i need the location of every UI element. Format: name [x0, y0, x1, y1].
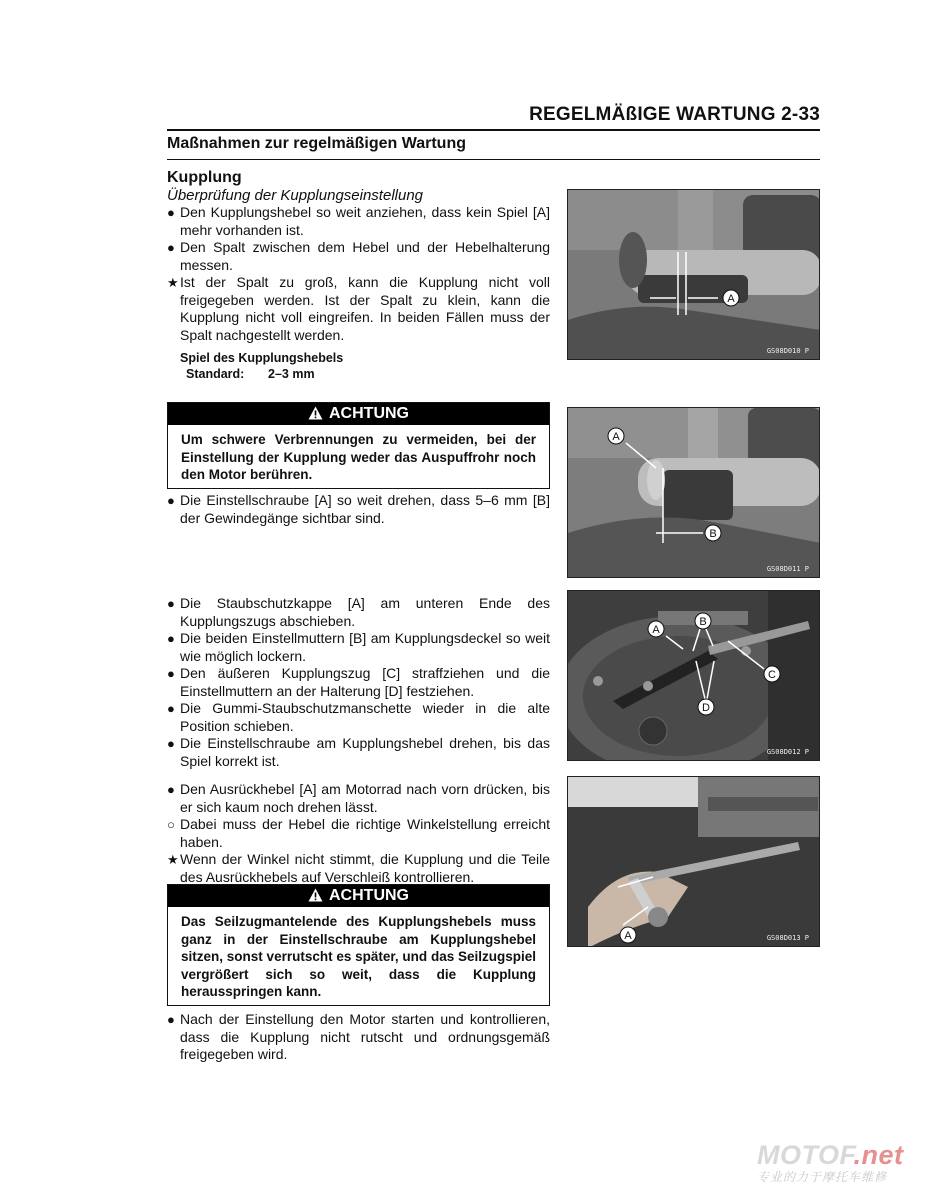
photo-clutch-lever-play [567, 189, 820, 360]
list-item: ● Den Spalt zwischen dem Hebel und der Hebelhalterung messen. [167, 239, 550, 273]
photo-cable-adjusters [567, 590, 820, 761]
photo-code: GS08D010 P [766, 347, 809, 355]
bullet-icon: ● [167, 736, 175, 751]
spec-label: Spiel des Kupplungshebels [180, 351, 344, 365]
photo-release-lever [567, 776, 820, 947]
list-item: ○ Dabei muss der Hebel die richtige Winkelstellung erreicht haben. [167, 816, 550, 850]
adjust-screw-block [167, 492, 550, 527]
star-icon: ★ [167, 275, 179, 290]
list-item: ● Den Ausrückhebel [A] am Motorrad nach vorn drücken, bis er sich kaum noch drehen lässt. [167, 781, 550, 815]
svg-text:B: B [699, 616, 707, 628]
release-lever-block [167, 781, 550, 886]
svg-text:C: C [768, 669, 776, 681]
watermark-logo: MOTOF.net 专业的力于摩托车维修 [757, 1140, 904, 1184]
list-item: ● Den Kupplungshebel so weit anziehen, dass kein Spiel [A] mehr vorhanden ist. [167, 204, 550, 238]
photo-adjusting-screw [567, 407, 820, 578]
spec-row: Standard: 2–3 mm [186, 367, 315, 381]
final-check-block [167, 1011, 550, 1064]
svg-text:D: D [702, 702, 710, 714]
section-rule [167, 159, 820, 160]
svg-text:A: A [612, 431, 620, 443]
svg-text:A: A [652, 624, 660, 636]
list-item: ● Die Gummi-Staubschutzmanschette wieder in die alte Position schieben. [167, 700, 550, 734]
bullet-icon: ● [167, 493, 175, 508]
list-item: ● Nach der Einstellung den Motor starten und kontrollieren, dass die Kupplung nicht rutscht und ordnungsgemäß freigegeben wird. [167, 1011, 550, 1062]
warning-text: Das Seilzugmantelende des Kupplungshebels muss ganz in der Einstellschraube am Kupplungshebel sitzen, sonst verrutscht es später, und das Seilzugspiel vergrößert sich so weit, dass die Kupplung herausspringen kann. [181, 914, 536, 999]
page-header-title: REGELMÄßIGE WARTUNG 2-33 [529, 104, 820, 125]
block-subheading: Überprüfung der Kupplungseinstellung [167, 187, 424, 204]
list-item: ● Den äußeren Kupplungszug [C] straffziehen und die Einstellmuttern an der Halterung [D] festziehen. [167, 665, 550, 699]
circle-bullet-icon: ○ [167, 817, 175, 832]
list-item: ★ Wenn der Winkel nicht stimmt, die Kupplung und die Teile des Ausrückhebels auf Verschleiß kontrollieren. [167, 851, 550, 885]
warning-triangle-icon [308, 406, 323, 420]
photo-code: GS08D012 P [766, 748, 809, 756]
bullet-icon: ● [167, 205, 175, 220]
warning-box [167, 402, 550, 489]
svg-text:A: A [624, 930, 632, 942]
section-title: Maßnahmen zur regelmäßigen Wartung [167, 135, 466, 152]
warning-header: ACHTUNG [168, 403, 549, 425]
bullet-icon: ● [167, 666, 175, 681]
warning-header: ACHTUNG [168, 885, 549, 907]
bullet-icon: ● [167, 596, 175, 611]
svg-text:B: B [709, 528, 717, 540]
svg-text:A: A [727, 293, 735, 305]
bullet-icon: ● [167, 631, 175, 646]
warning-triangle-icon [308, 888, 323, 902]
warning-text: Um schwere Verbrennungen zu vermeiden, bei der Einstellung der Kupplung weder das Auspuffrohr noch den Motor berühren. [181, 432, 536, 482]
list-item: ● Die Einstellschraube [A] so weit drehen, dass 5–6 mm [B] der Gewindegänge sichtbar sind. [167, 492, 550, 526]
list-item: ● Die Staubschutzkappe [A] am unteren Ende des Kupplungszugs abschieben. [167, 595, 550, 629]
warning-box [167, 884, 550, 1006]
list-item: ★ Ist der Spalt zu groß, kann die Kupplung nicht voll freigegeben werden. Ist der Spalt zu klein, kann die Kupplung nicht voll eingreifen. In beiden Fällen muss der Spalt nachgestellt werden. [167, 274, 550, 343]
bullet-icon: ● [167, 701, 175, 716]
cable-adjust-block [167, 595, 550, 770]
list-item: ● Die beiden Einstellmuttern [B] am Kupplungsdeckel so weit wie möglich lockern. [167, 630, 550, 664]
clutch-check-block [167, 169, 550, 382]
photo-code: GS08D013 P [766, 934, 809, 942]
header-rule [167, 129, 820, 131]
bullet-icon: ● [167, 240, 175, 255]
list-item: ● Die Einstellschraube am Kupplungshebel drehen, bis das Spiel korrekt ist. [167, 735, 550, 769]
photo-code: GS08D011 P [766, 565, 809, 573]
bullet-icon: ● [167, 1012, 175, 1027]
bullet-icon: ● [167, 782, 175, 797]
star-icon: ★ [167, 852, 179, 867]
block-heading: Kupplung [167, 169, 242, 186]
